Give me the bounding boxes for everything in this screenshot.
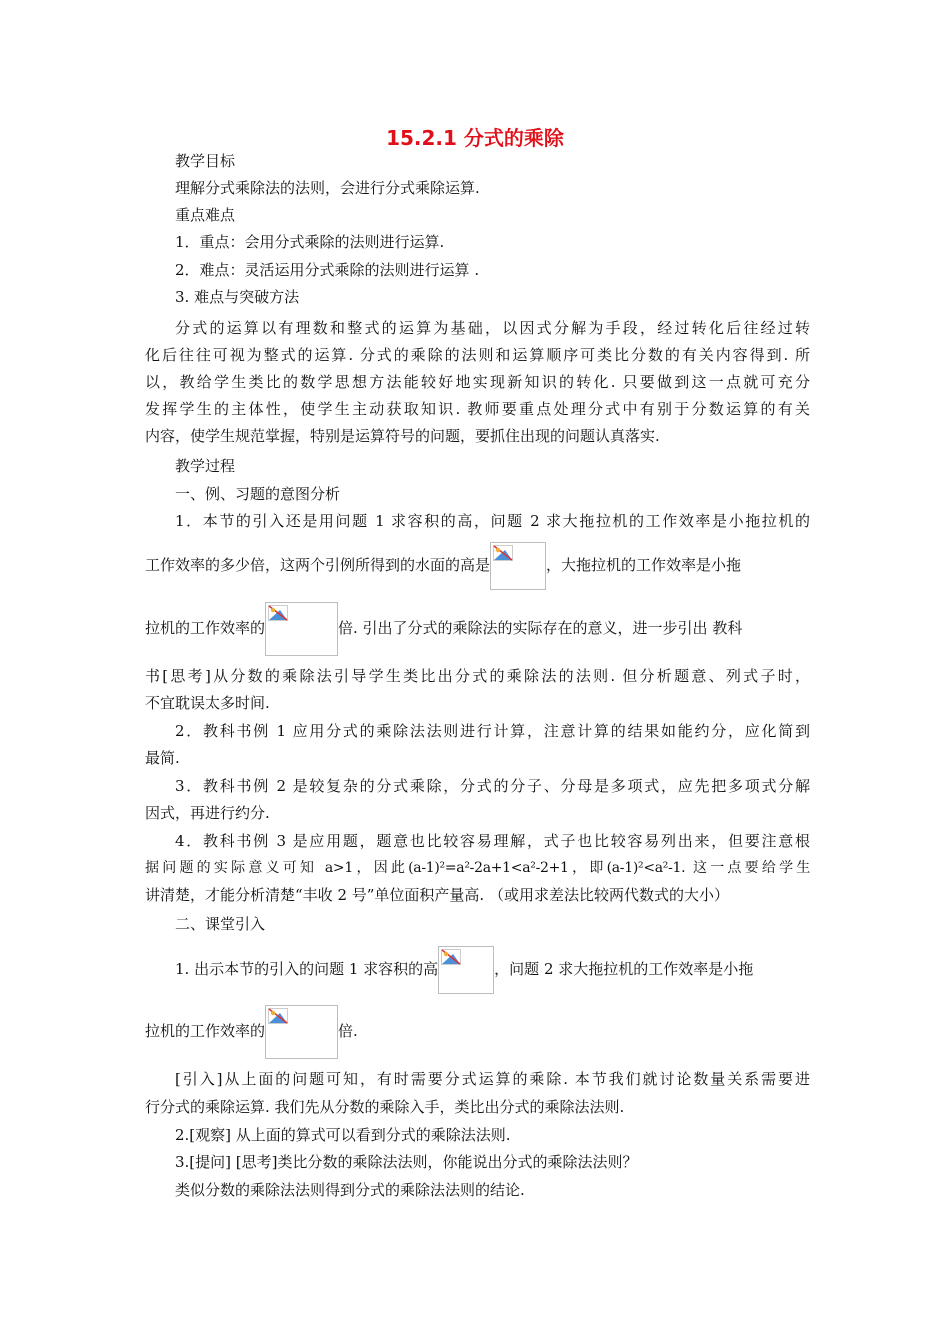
formula-image-placeholder <box>265 602 338 656</box>
part2-item1-text: 1. 出示本节的引入的问题 1 求容积的高 <box>175 960 439 978</box>
formula-image-placeholder <box>438 946 494 994</box>
part2-item1-text: ，问题 2 求大拖拉机的工作效率是小拖 <box>494 960 754 978</box>
part2-item1-text: 倍. <box>338 1022 358 1040</box>
part1-item4-line: 据问题的实际意义可知 a>1，因此(a-1)²=a²-2a+1<a²-2+1，即(a-1)²<a²-1. 这一点要给学生 <box>145 860 810 876</box>
part1-item2-line: 2．教科书例 1 应用分式的乘除法法则进行计算，注意计算的结果如能约分，应化简到 <box>175 722 810 740</box>
part1-item3-line: 因式，再进行约分. <box>145 804 270 822</box>
image-icon <box>268 605 288 621</box>
image-icon <box>268 1008 288 1024</box>
part1-item1-line: 1．本节的引入还是用问题 1 求容积的高，问题 2 求大拖拉机的工作效率是小拖拉机的 <box>175 512 810 530</box>
part1-item2-line: 最简. <box>145 749 180 767</box>
part1-item1-text: ，大拖拉机的工作效率是小拖 <box>546 556 742 574</box>
part1-item1-text: 倍. 引出了分式的乘除法的实际存在的意义，进一步引出 教科 <box>338 619 743 637</box>
part1-item1-line: 不宜耽误太多时间. <box>145 694 270 712</box>
part2-item1-line <box>175 945 810 994</box>
key-point-1: 1．重点：会用分式乘除的法则进行运算. <box>175 233 445 251</box>
part2-item1-line <box>145 1004 810 1059</box>
part1-heading: 一、例、习题的意图分析 <box>175 485 341 503</box>
image-icon <box>493 545 513 561</box>
intro-line: [引入]从上面的问题可知，有时需要分式运算的乘除. 本节我们就讨论数量关系需要进 <box>175 1070 810 1088</box>
formula-image-placeholder <box>265 1005 338 1059</box>
goal-text: 理解分式乘除法的法则，会进行分式乘除运算. <box>175 179 480 197</box>
page-title: 15.2.1 分式的乘除 <box>386 126 564 150</box>
conclusion-line: 类似分数的乘除法法则得到分式的乘除法法则的结论. <box>175 1181 525 1199</box>
intro-line: 行分式的乘除运算. 我们先从分数的乘除入手，类比出分式的乘除法法则. <box>145 1098 625 1116</box>
part2-heading: 二、课堂引入 <box>175 915 266 933</box>
part1-item1-text: 拉机的工作效率的 <box>145 619 266 637</box>
part2-item1-text: 拉机的工作效率的 <box>145 1022 266 1040</box>
goal-heading: 教学目标 <box>175 152 236 170</box>
part1-item4-line: 讲清楚，才能分析清楚“丰收 2 号”单位面积产量高. （或用求差法比较两代数式的大小） <box>145 886 729 904</box>
part1-item1-line <box>145 601 810 656</box>
ask-line: 3.[提问] [思考]类比分数的乘除法法则，你能说出分式的乘除法法则？ <box>175 1153 638 1171</box>
process-heading: 教学过程 <box>175 457 236 475</box>
part1-item4-line: 4．教科书例 3 是应用题，题意也比较容易理解，式子也比较容易列出来，但要注意根 <box>175 832 810 850</box>
method-paragraph-line: 以，教给学生类比的数学思想方法能较好地实现新知识的转化. 只要做到这一点就可充分 <box>145 373 810 391</box>
part1-item3-line: 3．教科书例 2 是较复杂的分式乘除，分式的分子、分母是多项式，应先把多项式分解 <box>175 777 810 795</box>
method-paragraph-line: 发挥学生的主体性，使学生主动获取知识. 教师要重点处理分式中有别于分数运算的有关 <box>145 400 810 418</box>
method-paragraph-line: 化后往往可视为整式的运算. 分式的乘除的法则和运算顺序可类比分数的有关内容得到. 所 <box>145 346 810 364</box>
observe-line: 2.[观察] 从上面的算式可以看到分式的乘除法法则. <box>175 1126 511 1144</box>
part1-item1-line <box>145 541 810 590</box>
key-point-2: 2．难点：灵活运用分式乘除的法则进行运算 . <box>175 261 480 279</box>
key-heading: 重点难点 <box>175 206 236 224</box>
formula-image-placeholder <box>490 542 546 590</box>
key-point-3: 3. 难点与突破方法 <box>175 288 300 306</box>
method-paragraph-line: 分式的运算以有理数和整式的运算为基础，以因式分解为手段，经过转化后往经过转 <box>175 319 810 337</box>
image-icon <box>441 949 461 965</box>
method-paragraph-line: 内容，使学生规范掌握，特别是运算符号的问题，要抓住出现的问题认真落实. <box>145 427 660 445</box>
part1-item1-text: 工作效率的多少倍，这两个引例所得到的水面的高是 <box>145 556 491 574</box>
part1-item1-line: 书[思考]从分数的乘除法引导学生类比出分式的乘除法的法则. 但分析题意、列式子时， <box>145 667 810 685</box>
